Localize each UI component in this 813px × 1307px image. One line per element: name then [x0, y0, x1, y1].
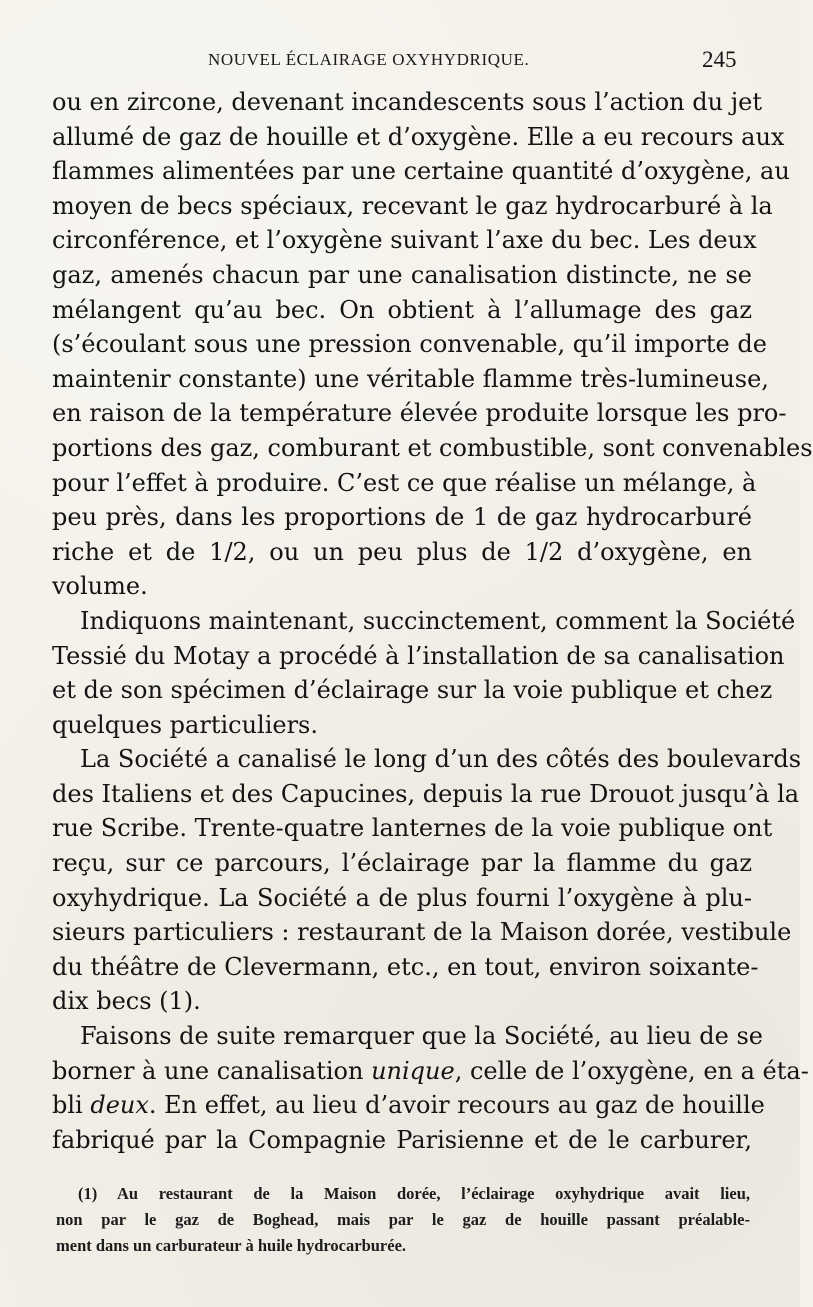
text-line: (s’écoulant sous une pression convenable, qu’il importe de [52, 330, 767, 359]
text-line: allumé de gaz de houille et d’oxygène. Elle a eu recours aux [52, 122, 785, 151]
text-line: maintenir constante) une véritable flamme très-lumineuse, [52, 364, 769, 393]
italic-word: unique [371, 1056, 455, 1085]
text-line: mélangent qu’au bec. On obtient à l’allumage des gaz [52, 295, 752, 324]
text-line: circonférence, et l’oxygène suivant l’axe du bec. Les deux [52, 226, 757, 255]
paragraph-first-line: La Société a canalisé le long d’un des côtés des boulevards [80, 745, 802, 774]
text-line: et de son spécimen d’éclairage sur la voie publique et chez [52, 676, 773, 705]
text-line: gaz, amenés chacun par une canalisation distincte, ne se [52, 260, 752, 289]
text-line: volume. [52, 572, 148, 601]
text-line: moyen de becs spéciaux, recevant le gaz hydrocarburé à la [52, 191, 773, 220]
text-line: ou en zircone, devenant incandescents sous l’action du jet [52, 88, 762, 116]
paragraph-first-line: Indiquons maintenant, succinctement, comment la Société [80, 606, 796, 635]
text-line: des Italiens et des Capucines, depuis la rue Drouot jusqu’à la [52, 779, 800, 808]
text-line: en raison de la température élevée produite lorsque les pro- [52, 399, 787, 428]
text-line: du théâtre de Clevermann, etc., en tout, environ soixante- [52, 952, 759, 981]
text-line: oxyhydrique. La Société a de plus fourni l’oxygène à plu- [52, 883, 752, 912]
text-line: dix becs (1). [52, 987, 201, 1016]
text-line: portions des gaz, comburant et combustible, sont convenables [52, 433, 813, 462]
text-line: rue Scribe. Trente-quatre lanternes de la voie publique ont [52, 814, 773, 843]
text-line: flammes alimentées par une certaine quantité d’oxygène, au [52, 157, 790, 186]
footnote-line: non par le gaz de Boghead, mais par le gaz de houille passant préalable- [56, 1210, 750, 1229]
text-line: fabriqué par la Compagnie Parisienne et de le carburer, [52, 1125, 752, 1154]
text-line: peu près, dans les proportions de 1 de gaz hydrocarburé [52, 503, 752, 532]
text-line: quelques particuliers. [52, 710, 319, 739]
text-line-italic: borner à une canalisation unique, celle de l’oxygène, en a éta- [52, 1056, 809, 1085]
italic-word: deux [90, 1091, 149, 1120]
running-title: NOUVEL ÉCLAIRAGE OXYHYDRIQUE. [208, 50, 530, 69]
text-line: reçu, sur ce parcours, l’éclairage par la flamme du gaz [52, 849, 752, 878]
text-line-italic: bli deux. En effet, au lieu d’avoir recours au gaz de houille [52, 1091, 765, 1120]
paragraph-first-line: Faisons de suite remarquer que la Société, au lieu de se [80, 1022, 763, 1051]
text-line: pour l’effet à produire. C’est ce que réalise un mélange, à [52, 468, 757, 497]
text-line: Tessié du Motay a procédé à l’installation de sa canalisation [52, 641, 785, 670]
footnote-line: ment dans un carburateur à huile hydrocarburée. [56, 1236, 407, 1255]
running-head [0, 47, 800, 76]
text-line: sieurs particuliers : restaurant de la Maison dorée, vestibule [52, 918, 792, 947]
text-line: riche et de 1/2, ou un peu plus de 1/2 d’oxygène, en [52, 537, 752, 566]
page-number: 245 [702, 47, 737, 72]
footnote [56, 1181, 750, 1259]
footnote-line: (1) Au restaurant de la Maison dorée, l’éclairage oxyhydrique avait lieu, [78, 1184, 750, 1203]
body-text [52, 85, 813, 1157]
